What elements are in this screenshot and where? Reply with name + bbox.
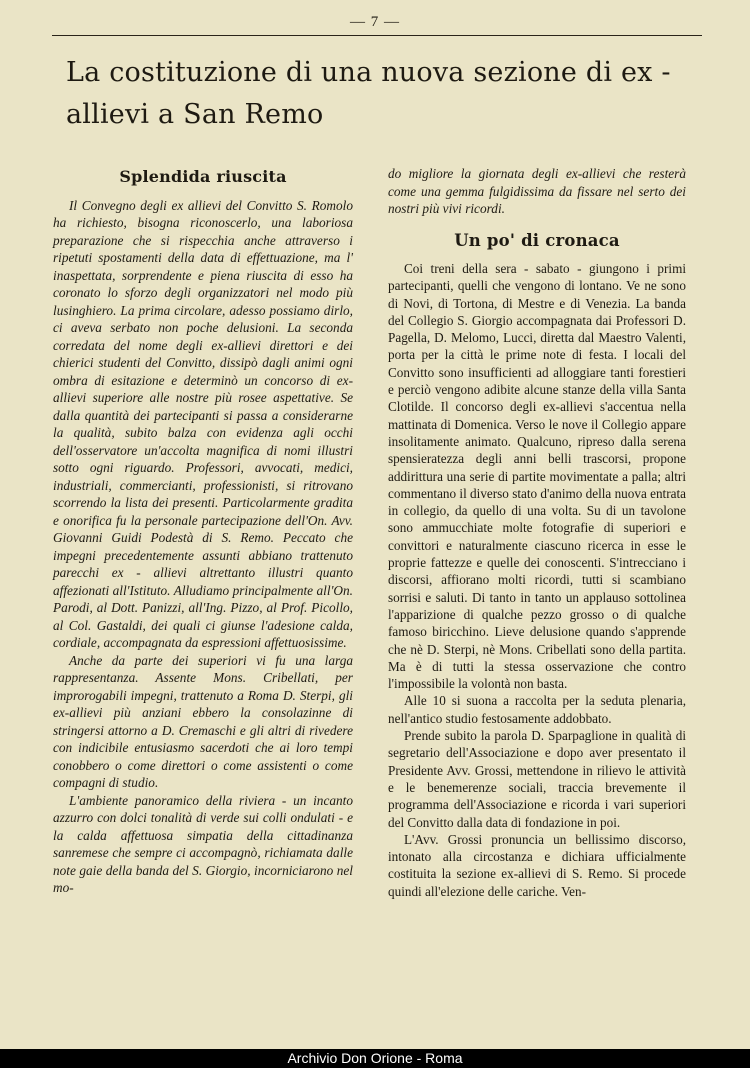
paragraph: L'ambiente panoramico della riviera - un incanto azzurro con dolci tonalità di verde sui colli ondulati - e la calda affettuosa simpatia della cittadinanza sanremese che sempre ci accompagnò, richiamata dalle note gaie della banda del S. Giorgio, incorniciarono nel mo- — [53, 792, 353, 895]
paragraph: Prende subito la parola D. Sparpaglione in qualità di segretario dell'Associazione e dopo aver presentato il Presidente Avv. Grossi, mettendone in rilievo le attività e le benemerenze sociali, traccia brevemente il programma dell'Associazione e ricorda i vari superiori del Convitto dalla data di fondazione in poi. — [388, 728, 686, 830]
article-title: La costituzione di una nuova sezione di ex - allievi a San Remo — [66, 57, 671, 130]
section-heading-splendida: Splendida riuscita — [119, 167, 287, 186]
section-heading-cronaca: Un po' di cronaca — [454, 230, 620, 250]
page-number: — 7 — — [350, 14, 400, 30]
paragraph: Anche da parte dei superiori vi fu una larga rappresentanza. Assente Mons. Cribellati, per improrogabili impegni, trattenuto a Roma D. Sterpi, gli ex-allievi più anziani ebbero la consolazinne di stringersi attorno a D. Cremaschi e gli altri di rivedere con indicibile entusiasmo sacerdoti che ai loro tempi conobbero o come direttori o come assistenti o come compagni di studio. — [53, 652, 353, 790]
paragraph: L'Avv. Grossi pronuncia un bellissimo discorso, intonato alla circostanza e dichiara ufficialmente costituita la sezione ex-allievi di S. Remo. Si procede quindi all'elezione delle cariche. Ven- — [388, 831, 686, 899]
paragraph: Alle 10 si suona a raccolta per la seduta plenaria, nell'antico studio festosamente addobbato. — [388, 693, 686, 726]
paragraph-continued: do migliore la giornata degli ex-allievi che resterà come una gemma fulgidissima da fissare nel serto dei nostri più vivi ricordi. — [388, 166, 686, 216]
paragraph: Coi treni della sera - sabato - giungono i primi partecipanti, quelli che vengono di lontano. Ve ne sono di Novi, di Tortona, di Mestre e di Venezia. La banda del Collegio S. Giorgio accompagnata dai Professori D. Pagella, D. Melomo, Lucci, diretta dal Maestro Valenti, porta per la città le prime note di festa. I locali del Convitto sono insufficienti ad alloggiare tanti forestieri e perciò vengono adibite alcune stanze della villa Santa Clotilde. Il concorso degli ex-allievi s'accentua nella mattinata di Domenica. Verso le nove il Collegio appare insolitamente animato. Qualcuno, ripreso dalla serena spensieratezza degli anni belli trascorsi, propone addirittura una serie di partite movimentate a palla; altri commentano il diverso stato d'animo della nuova entrata in collegio, da quello di una volta. Su di un tavolone sono ammucchiate molte fotografie di superiori e convittori e naturalmente ciascuno ricerca in esse le proprie fattezze e quelle dei conoscenti. S'intrecciano i discorsi, affiorano molti ricordi, tutti si scambiano sorrisi e saluti. Di tanto in tanto un applauso sottolinea l'apparizione di qualche pezzo grosso o di qualche famoso biricchino. Lieve delusione quando s'apprende che nè D. Sterpi, nè Mons. Cribellati sono della partita. Ma è di tutti la stessa osservazione che contro l'impossibile la volontà non basta. — [388, 261, 686, 692]
archive-footer: Archivio Don Orione - Roma — [0, 1049, 750, 1068]
right-column — [388, 165, 686, 900]
left-column — [53, 168, 353, 897]
paragraph: Il Convegno degli ex allievi del Convitto S. Romolo ha richiesto, bisogna riconoscerlo, una laboriosa preparazione che si rispecchia anche attraverso i ripetuti spostamenti della data di effettuazione, ma l' inaspettata, sorprendente e piena riuscita di esso ha coronato lo sforzo degli organizzatori nel modo più lusinghiero. La prima circolare, adesso possiamo dirlo, ci aveva serbato non poche delusioni. La seconda corredata del nome degli ex-allievi direttori e dei chierici studenti del Convitto, dissipò dagli animi ogni ombra di esitazione e determinò un concorso di ex-allievi superiore alle nostre più rosee aspettative. Se dalla quantità dei partecipanti si passa a considerarne la qualità, subito balza con evidenza agli occhi dell'osservatore un'accolta magnifica di nomi illustri sotto ogni riguardo. Professori, avvocati, medici, industriali, commercianti, professionisti, si ritrovano scorrendo la lista dei presenti. Particolarmente gradita e onorifica fu la personale partecipazione dell'On. Avv. Giovanni Guidi Podestà di S. Remo. Peccato che impegni precedentemente assunti abbiano trattenuto parecchi ex - allievi altrettanto illustri quanto affezionati all'Istituto. Alludiamo principalmente all'On. Parodi, al Dott. Panizzi, all'Ing. Pizzo, al Prof. Picollo, al Col. Gastaldi, dei quali ci giunse l'adesione calda, cordiale, accompagnata da espressioni affettuosissime. — [53, 197, 353, 650]
header-rule — [52, 35, 702, 36]
